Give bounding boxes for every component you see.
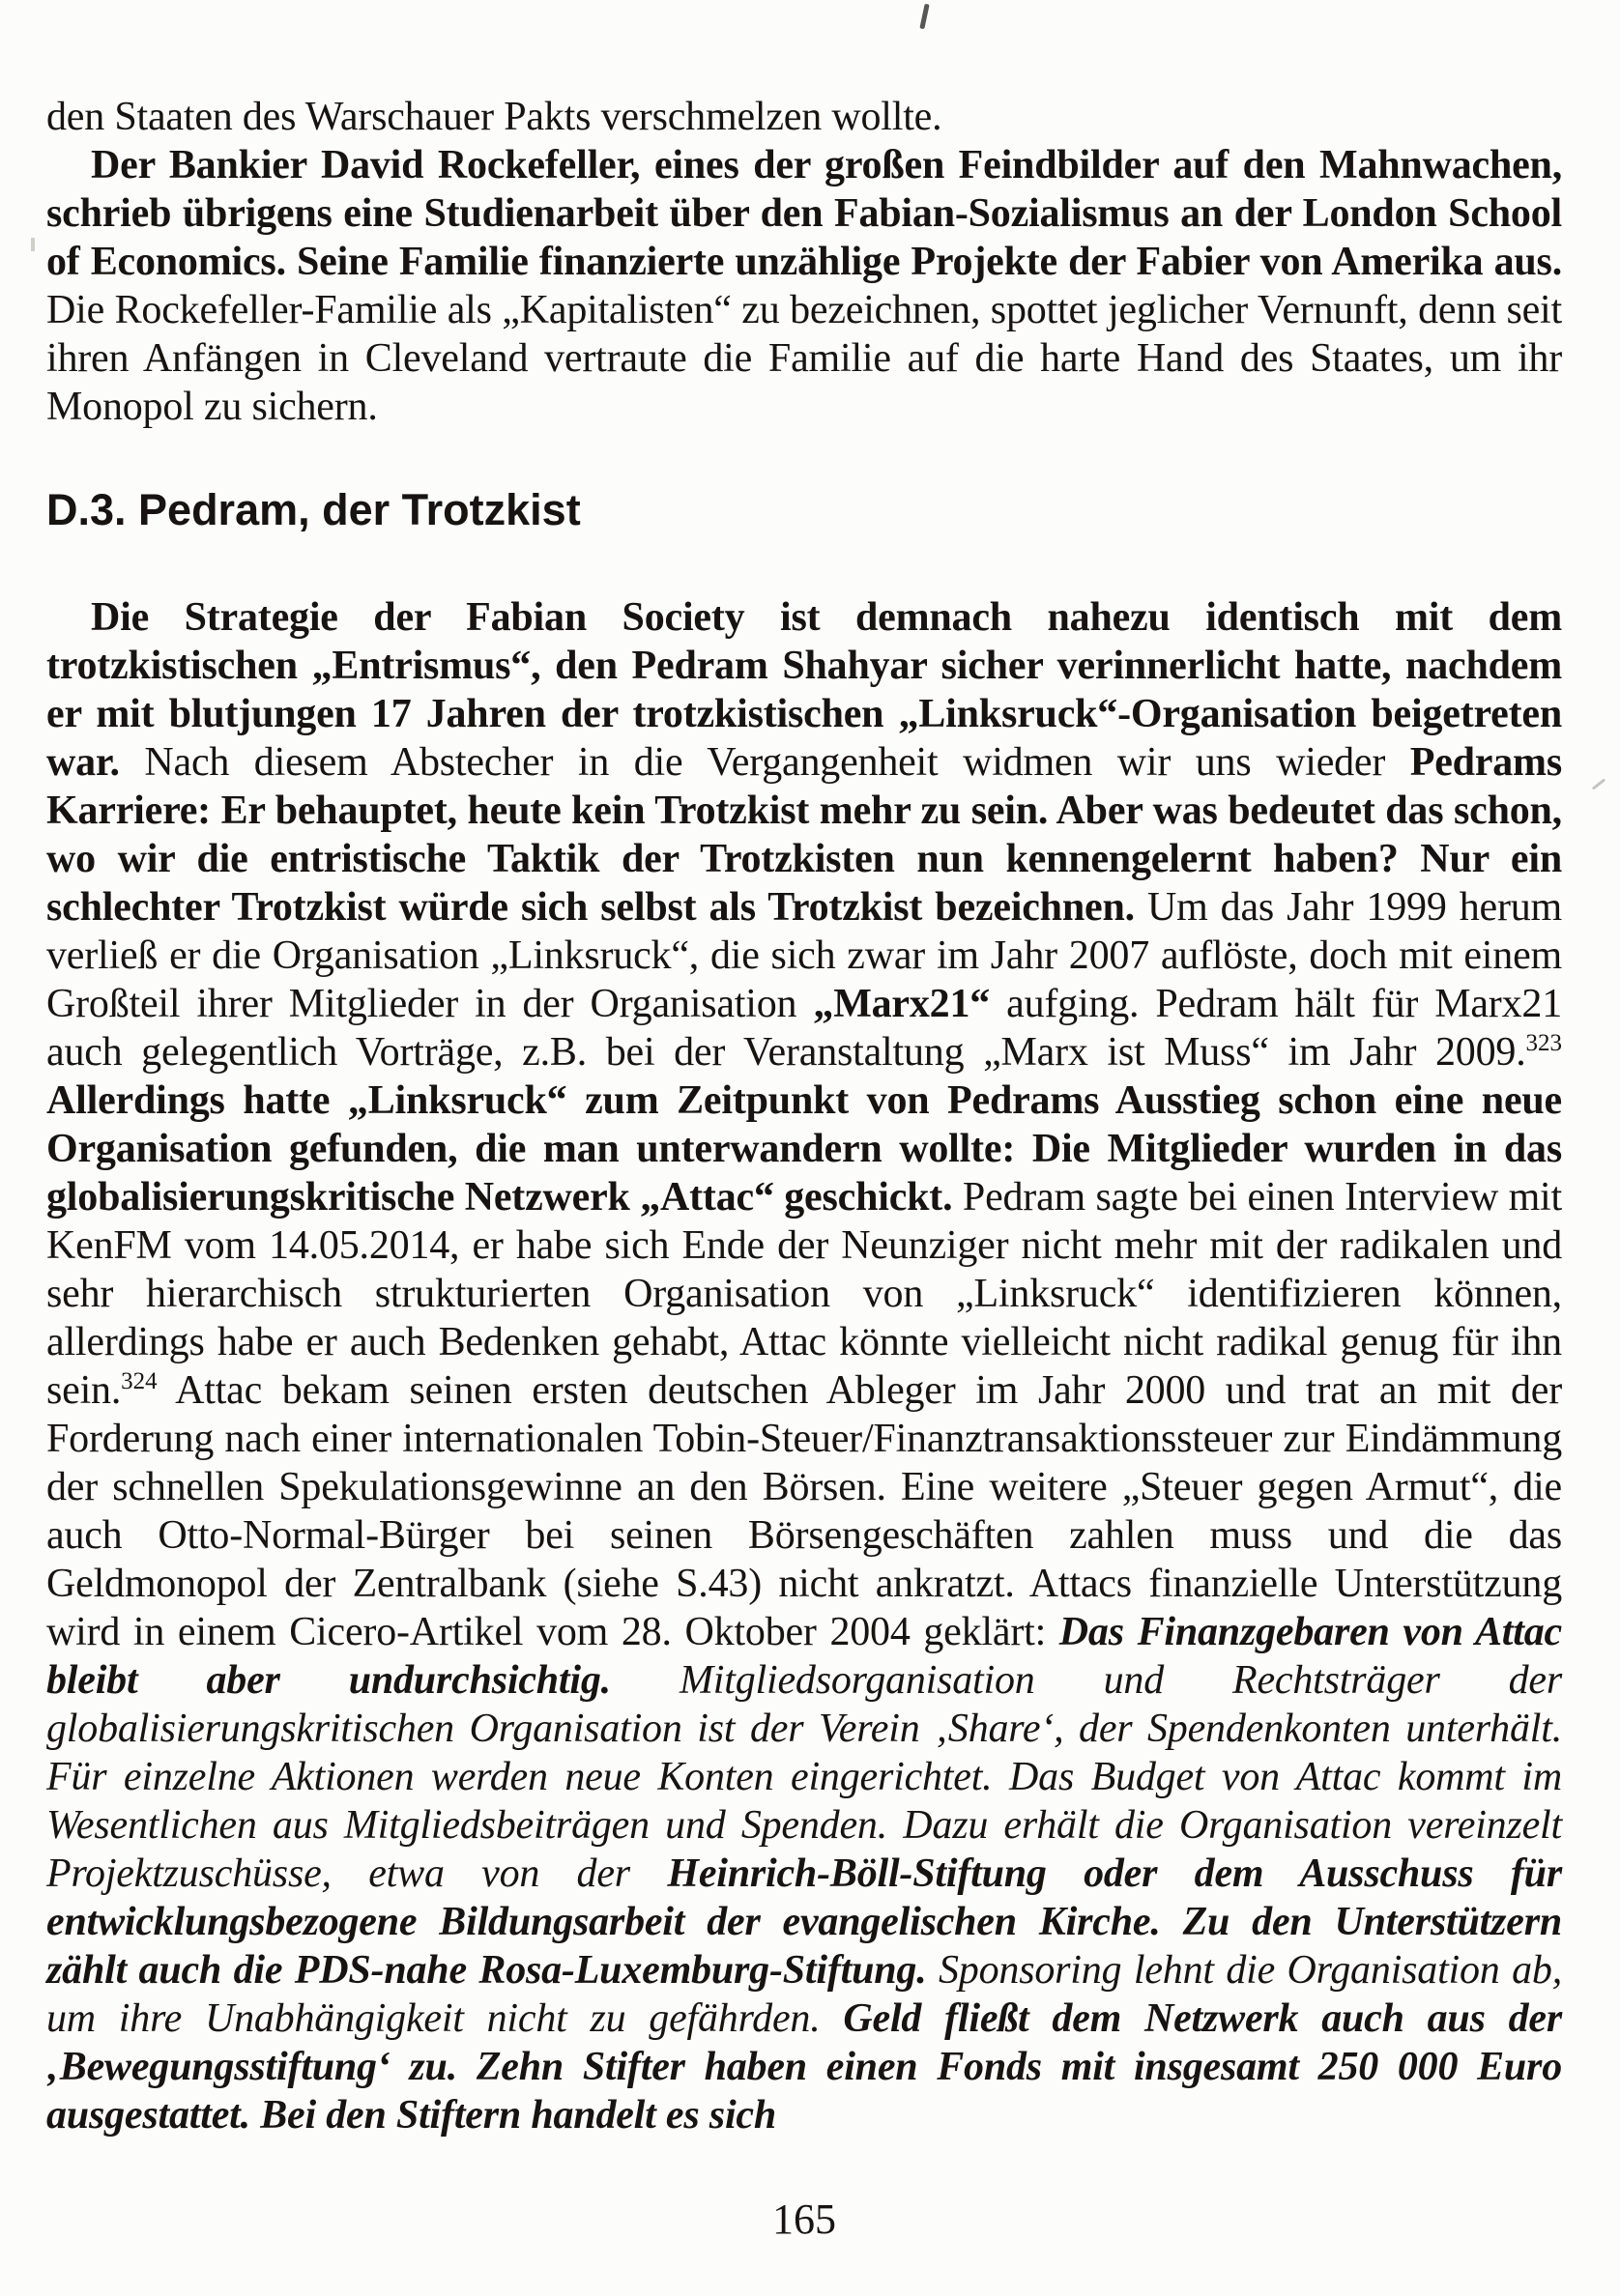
text-run: Nach diesem Abstecher in die Vergangenheit widmen wir uns wieder bbox=[144, 740, 1410, 785]
text-run: Die Rockefeller-Familie als „Kapitalisten“ zu bezeichnen, spottet jeglicher Vernunft, denn seit ihren Anfängen in Cleveland vertraute die Familie auf die harte Hand des Staates, um ihr Monopol zu sichern. bbox=[46, 288, 1562, 429]
page-text-column bbox=[46, 93, 1562, 2139]
text-run-bold: Allerdings hatte „Linksruck“ zum Zeitpunkt von Pedrams Ausstieg schon eine neue Organisation gefunden, die man unterwandern wollte: Die Mitglieder wurden in das globalisierungskritische Netzwerk „Attac“ geschickt. bbox=[46, 1078, 1562, 1220]
section-heading: D.3. Pedram, der Trotzkist bbox=[46, 485, 581, 534]
text-run: aufging. Pedram hält für Marx21 auch gelegentlich Vorträge, z.B. bei der Veranstaltung „Marx ist Muss“ im Jahr 2009. bbox=[46, 982, 1562, 1075]
text-run-bold-italic: Geld fließt dem Netzwerk auch aus der ‚Bewegungsstiftung‘ zu. Zehn Stifter haben einen Fonds mit insgesamt 250 000 Euro ausgestattet. Bei den Stiftern handelt es sich bbox=[46, 1996, 1562, 2138]
paragraph-pedram bbox=[46, 593, 1562, 2139]
text-run-bold: Pedrams Karriere: Er behauptet, heute kein Trotzkist mehr zu sein. Aber was bedeutet das schon, wo wir die entristische Taktik der Trotzkisten nun kennengelernt haben? Nur ein schlechter Trotzkist würde sich selbst als Trotzkist bezeichnen. bbox=[46, 740, 1562, 930]
scan-artifact-dash bbox=[31, 238, 35, 251]
text-run: Attac bekam seinen ersten deutschen Ableger im Jahr 2000 und trat an mit der Forderung nach einer internationalen Tobin-Steuer/Finanztransaktionssteuer zur Eindämmung der schnellen Spekulationsgewinne an den Börsen. Eine weitere „Steuer gegen Armut“, die auch Otto-Normal-Bürger bei seinen Börsengeschäften zahlen muss und die das Geldmonopol der Zentralbank (siehe S.43) nicht ankratzt. Attacs finanzielle Unterstützung wird in einem Cicero-Artikel vom 28. Oktober 2004 geklärt: bbox=[46, 1368, 1562, 1654]
text-run-bold-italic: Das Finanzgebaren von Attac bleibt aber undurchsichtig. bbox=[46, 1610, 1562, 1703]
footnote-marker-323: 323 bbox=[1525, 1030, 1562, 1056]
text-run: Pedram sagte bei einen Interview mit KenFM vom 14.05.2014, er habe sich Ende der Neunziger nicht mehr mit der radikalen und sehr hierarchisch strukturierten Organisation von „Linksruck“ identifizieren können, allerdings habe er auch Bedenken gehabt, Attac könnte vielleicht nicht radikal genug für ihn sein. bbox=[46, 1175, 1562, 1413]
text-run: Um das Jahr 1999 herum verließ er die Organisation „Linksruck“, die sich zwar im Jahr 2007 auflöste, doch mit einem Großteil ihrer Mitglieder in der Organisation bbox=[46, 885, 1563, 1026]
scan-artifact-hook bbox=[1592, 778, 1606, 789]
scan-artifact-tick bbox=[919, 4, 929, 29]
text-run-bold: Der Bankier David Rockefeller, eines der großen Feindbilder auf den Mahnwachen, schrieb übrigens eine Studienarbeit über den Fabian-Sozialismus an der London School of Economics. Seine Familie finanzierte unzählige Projekte der Fabier von Amerika aus. bbox=[46, 143, 1562, 284]
footnote-marker-324: 324 bbox=[121, 1368, 158, 1394]
text-run-italic: Mitgliedsorganisation und Rechtsträger der globalisierungskritischen Organisation ist der Verein ‚Share‘, der Spendenkonten unterhält. Für einzelne Aktionen werden neue Konten eingerichtet. Das Budget von Attac kommt im Wesentlichen aus Mitgliedsbeiträgen und Spenden. Dazu erhält die Organisation vereinzelt Projektzuschüsse, etwa von der bbox=[46, 1658, 1563, 1896]
paragraph-rockefeller bbox=[46, 141, 1562, 431]
text-run-bold: „Marx21“ bbox=[813, 982, 991, 1026]
text-run-bold: Die Strategie der Fabian Society ist demnach nahezu identisch mit dem trotzkistischen „Entrismus“, den Pedram Shahyar sicher verinnerlicht hatte, nachdem er mit blutjungen 17 Jahren der trotzkistischen „Linksruck“-Organisation beigetreten war. bbox=[46, 595, 1562, 785]
page-number: 165 bbox=[772, 2196, 836, 2243]
paragraph-continuation bbox=[46, 93, 1562, 141]
text-run-bold-italic: Heinrich-Böll-Stiftung oder dem Ausschuss für entwicklungsbezogene Bildungsarbeit der evangelischen Kirche. Zu den Unterstützern zählt auch die PDS-nahe Rosa-Luxemburg-Stiftung. bbox=[46, 1851, 1562, 1993]
text-run: den Staaten des Warschauer Pakts verschmelzen wollte. bbox=[46, 95, 942, 139]
text-run-italic: Sponsoring lehnt die Organisation ab, um ihre Unabhängigkeit nicht zu gefährden. bbox=[46, 1948, 1562, 2041]
